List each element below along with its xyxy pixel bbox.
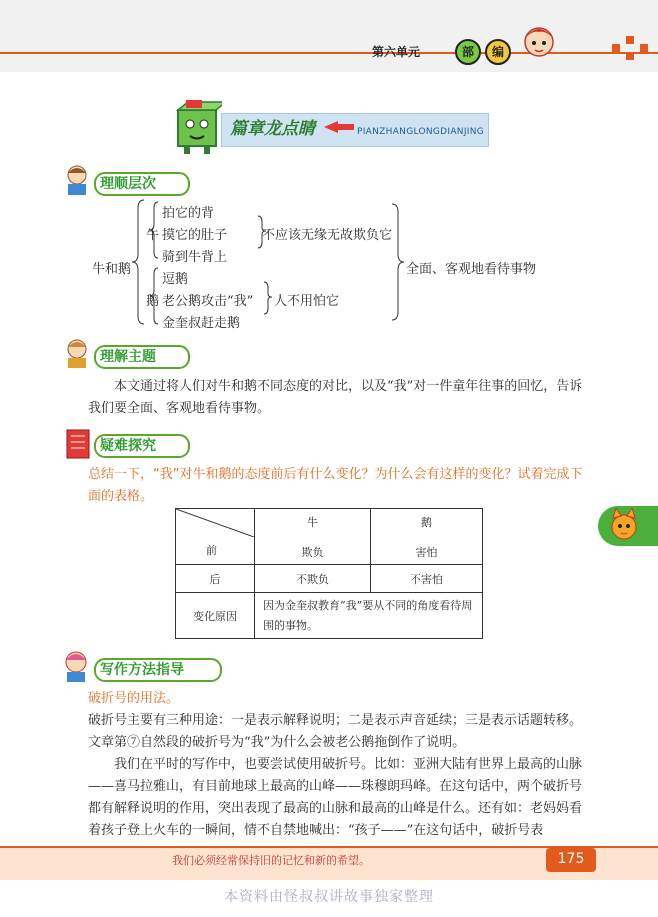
- tree-root: 牛和鹅: [92, 262, 132, 277]
- row-label-after: 后: [176, 565, 255, 593]
- deco-square: [640, 44, 648, 52]
- table-corner-cell: [176, 509, 255, 565]
- tree-cow-item: 拍它的背: [162, 206, 215, 221]
- tree-cow-item: 摸它的肚子: [162, 228, 228, 243]
- child-thinking-icon: [62, 336, 96, 370]
- table-cell-goose: [371, 509, 483, 565]
- pointing-hand-icon: [322, 115, 358, 139]
- tree-cow-result: 不应该无缘无故欺负它: [262, 228, 393, 243]
- writing-subtitle: 破折号的用法。: [88, 691, 180, 706]
- diagonal-line: [176, 509, 254, 537]
- girl-mascot-icon: [515, 20, 563, 68]
- tree-goose-item: 老公鹅攻击“我”: [162, 294, 254, 309]
- row-label-before: 前: [206, 544, 217, 557]
- section-title-writing: 写作方法指导: [100, 662, 184, 678]
- section-title-structure: 理顺层次: [100, 176, 156, 192]
- col-header-goose: 鹅: [421, 515, 432, 529]
- badge-bian: 编: [485, 39, 511, 65]
- banner-pinyin: PIANZHANGLONGDIANJING: [357, 127, 485, 137]
- reason-cell: 因为金奎叔教育“我”要从不同的角度看待周围的事物。: [255, 593, 483, 639]
- section-title-theme: 理解主题: [100, 349, 156, 365]
- section-title-explore: 疑难探究: [100, 438, 156, 454]
- writing-paragraph-2: 我们在平时的写作中，也要尝试使用破折号。比如：亚洲大陆有世界上最高的山脉——喜马拉雅山，有目前地球上最高的山峰——珠穆朗玛峰。在这句话中，两个破折号都有解释说明的作用，突出表现了最高的山脉和最高的山峰是什么。还有如：老妈妈看着孩子登上火车的一瞬间，情不自禁地喊出：“孩子——”在这句话中，破折号表: [88, 757, 583, 838]
- tree-goose-item: 逗鹅: [162, 272, 189, 287]
- banner-title: 篇章龙点睛: [230, 119, 315, 139]
- table-cell-cow: [255, 509, 371, 565]
- notebook-icon: [62, 426, 96, 460]
- watermark-text: 本资料由怪叔叔讲故事独家整理: [224, 889, 434, 905]
- theme-paragraph: 本文通过将人们对牛和鹅不同态度的对比，以及“我”对一件童年往事的回忆，告诉我们要全面、客观地看待事物。: [88, 379, 583, 416]
- comparison-table: [175, 508, 483, 639]
- fox-mascot-icon: [606, 508, 642, 544]
- page-number: 175: [557, 851, 585, 867]
- unit-title: 第六单元: [372, 45, 421, 59]
- child-writing-icon: [60, 648, 94, 682]
- col-header-cow: 牛: [307, 515, 318, 529]
- after-cow: 不欺负: [255, 565, 371, 593]
- tree-final: 全面、客观地看待事物: [406, 262, 537, 277]
- badge-bu: 部: [455, 39, 481, 65]
- tree-goose-label: 鹅: [146, 294, 160, 309]
- row-label-reason: 变化原因: [176, 593, 255, 639]
- deco-square: [626, 52, 634, 60]
- question-text: 总结一下，“我”对牛和鹅的态度前后有什么变化？为什么会有这样的变化？试着完成下面的表格。: [88, 467, 583, 504]
- before-cow: 欺负: [301, 545, 324, 559]
- deco-square: [612, 44, 620, 52]
- tree-cow-item: 骑到牛背上: [162, 250, 228, 265]
- tree-cow-label: 牛: [146, 228, 160, 243]
- cube-mascot-icon: [170, 100, 222, 156]
- deco-square: [626, 36, 634, 44]
- tree-goose-item: 金奎叔赶走鹅: [162, 316, 241, 331]
- before-goose: 害怕: [415, 545, 438, 559]
- child-reading-icon: [62, 163, 96, 197]
- footer-motto: 我们必须经常保持旧的记忆和新的希望。: [172, 854, 370, 867]
- after-goose: 不害怕: [371, 565, 483, 593]
- tree-goose-result: 人不用怕它: [274, 294, 340, 309]
- writing-paragraph-1: 破折号主要有三种用途：一是表示解释说明；二是表示声音延续；三是表示话题转移。文章第⑦自然段的破折号为“我”为什么会被老公鹅拖倒作了说明。: [88, 713, 583, 750]
